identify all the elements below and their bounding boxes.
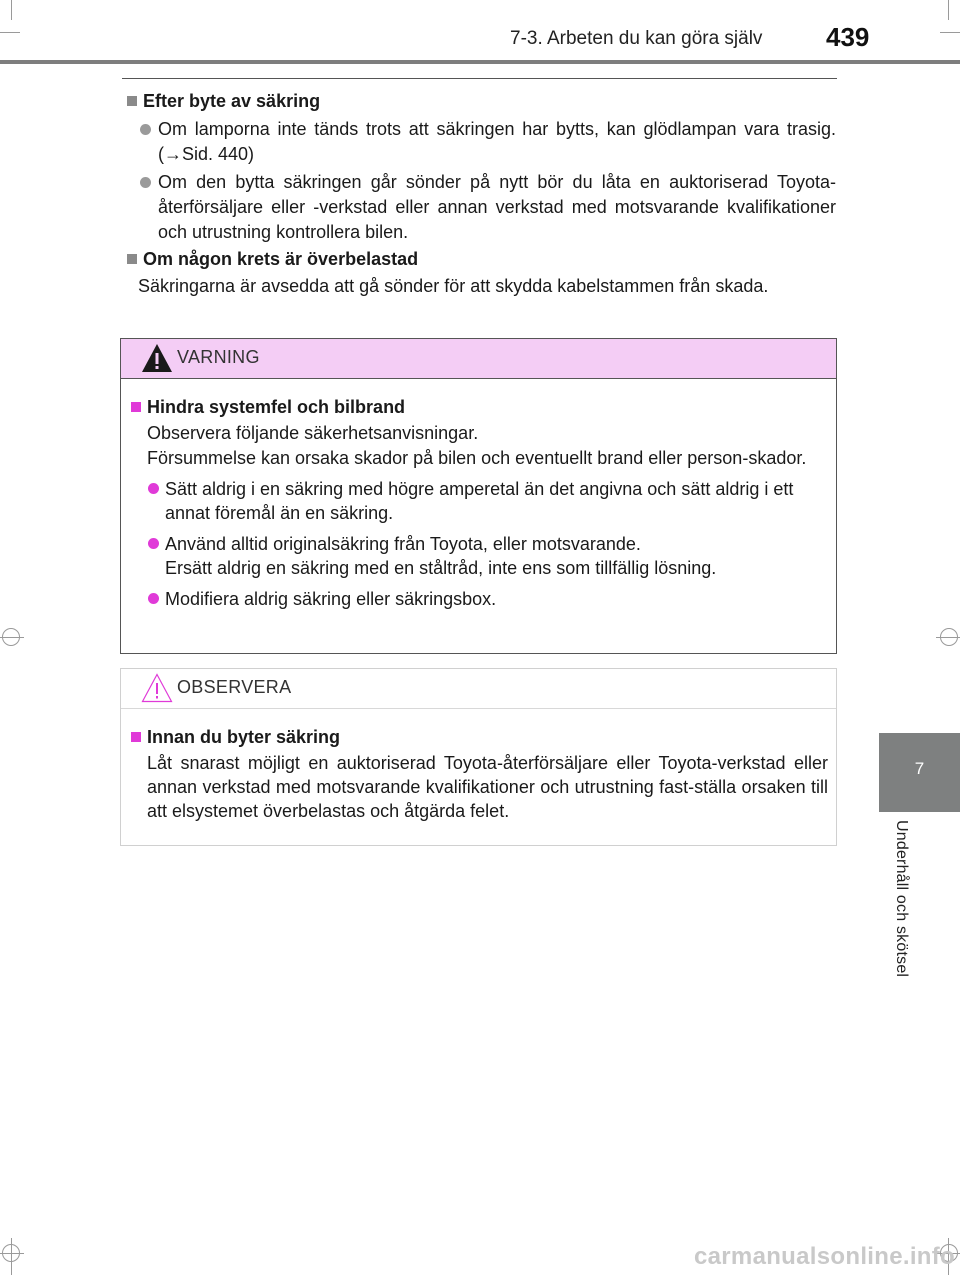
page-number: 439: [826, 22, 870, 52]
circle-bullet-icon: [148, 538, 159, 549]
section-title: 7-3. Arbeten du kan göra själv: [510, 28, 763, 49]
warning-label: VARNING: [177, 347, 260, 367]
circle-bullet-icon: [148, 483, 159, 494]
circle-bullet-icon: [140, 124, 151, 135]
watermark: carmanualsonline.info: [694, 1243, 956, 1270]
square-bullet-icon: [131, 402, 141, 412]
warning-triangle-icon: [141, 343, 173, 373]
list-item: Om lamporna inte tänds trots att säkringen har bytts, kan glödlampan vara trasig. (→Sid. 440): [124, 117, 836, 167]
section-after-fuse-replacement: [124, 88, 836, 245]
notice-header: [121, 669, 836, 709]
notice-label: OBSERVERA: [177, 677, 292, 697]
circle-bullet-icon: [148, 593, 159, 604]
content-rule: [122, 78, 837, 79]
notice-heading: Innan du byter säkring: [147, 727, 341, 747]
header-rule: [0, 60, 960, 64]
list-item: Sätt aldrig i en säkring med högre amperetal än det angivna och sätt aldrig i ett annat föremål än en säkring.: [131, 477, 828, 525]
caution-triangle-icon: [141, 673, 173, 703]
notice-text: Låt snarast möjligt en auktoriserad Toyota-återförsäljare eller Toyota-verkstad eller annan verkstad med motsvarande kvalifikationer och utrustning fast-ställa orsaken till att elsystemet överbelastas och åtgärda felet.: [147, 753, 828, 821]
list-item: Om den bytta säkringen går sönder på nytt bör du låta en auktoriserad Toyota-återförsäljare eller -verkstad eller annan verkstad med motsvarande kvalifikationer och utrustning kontrollera bilen.: [124, 170, 836, 245]
chapter-tab[interactable]: [879, 733, 960, 812]
warning-intro: Försummelse kan orsaka skador på bilen och eventuellt brand eller person-skador.: [147, 448, 807, 468]
section-heading: Om någon krets är överbelastad: [143, 249, 419, 269]
warning-heading: Hindra systemfel och bilbrand: [147, 397, 406, 417]
chapter-title: Underhåll och skötsel: [893, 820, 910, 978]
square-bullet-icon: [127, 254, 137, 264]
section-text: Säkringarna är avsedda att gå sönder för att skydda kabelstammen från skada.: [138, 276, 769, 296]
notice-box: [120, 668, 837, 846]
section-heading: Efter byte av säkring: [143, 91, 321, 111]
square-bullet-icon: [127, 96, 137, 106]
list-item: Modifiera aldrig säkring eller säkringsbox.: [131, 587, 828, 611]
chapter-number: 7: [914, 759, 925, 778]
warning-intro: Observera följande säkerhetsanvisningar.: [147, 423, 479, 443]
warning-header: [121, 339, 836, 379]
list-item: Använd alltid originalsäkring från Toyota, eller motsvarande. Ersätt aldrig en säkring med en ståltråd, inte ens som tillfällig lösning.: [131, 532, 828, 580]
warning-box: [120, 338, 837, 654]
section-circuit-overload: [124, 246, 836, 299]
circle-bullet-icon: [140, 177, 151, 188]
square-bullet-icon: [131, 732, 141, 742]
